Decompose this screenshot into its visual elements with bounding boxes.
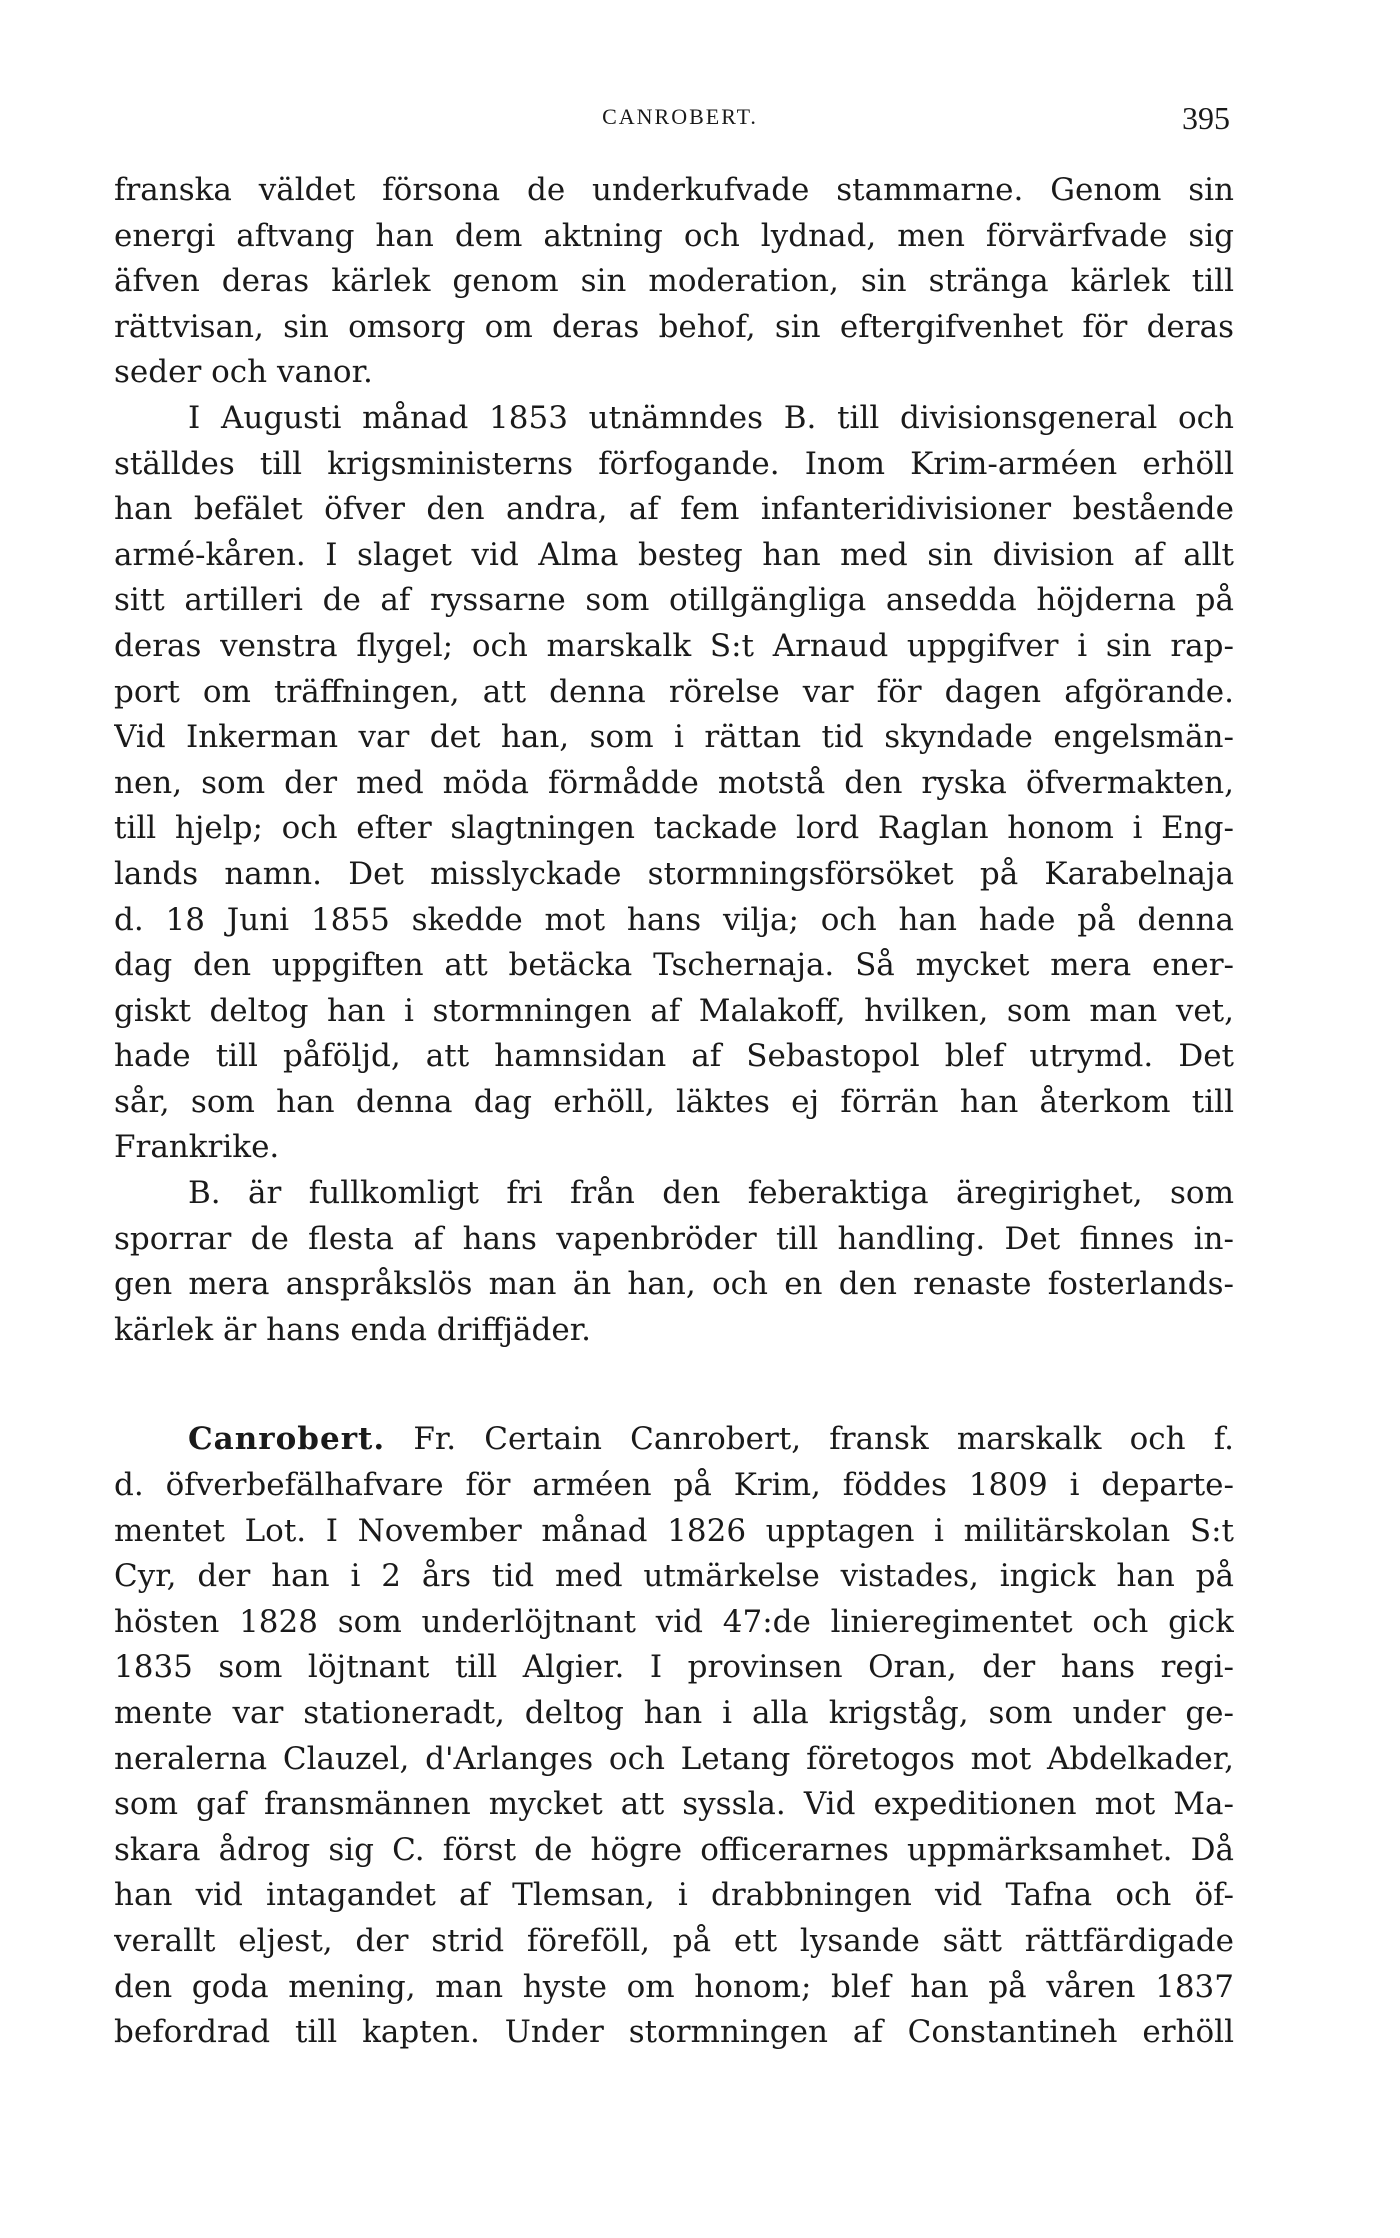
paragraph	[114, 396, 1234, 1171]
paragraph	[114, 1171, 1234, 1353]
text-line: energi aftvang han dem aktning och lydnad, men förvärfvade sig	[114, 217, 1234, 254]
body-text	[114, 168, 1234, 2056]
entry-first-line-text: Fr. Certain Canrobert, fransk marskalk och f.	[413, 1421, 1234, 1458]
text-line: till hjelp; och efter slagtningen tackade lord Raglan honom i Eng-	[114, 810, 1234, 847]
running-title: CANROBERT.	[602, 104, 758, 129]
text-line: ställdes till krigsministerns förfogande. Inom Krim-arméen erhöll	[114, 445, 1234, 482]
text-line: d. 18 Juni 1855 skedde mot hans vilja; och han hade på denna	[114, 901, 1234, 938]
text-line: nen, som der med möda förmådde motstå den ryska öfvermakten,	[114, 764, 1234, 801]
text-line: armé-kåren. I slaget vid Alma besteg han med sin division af allt	[114, 536, 1234, 573]
text-line: B. är fullkomligt fri från den feberaktiga äregirighet, som	[188, 1175, 1234, 1212]
text-line: d. öfverbefälhafvare för arméen på Krim, föddes 1809 i departe-	[114, 1467, 1234, 1504]
text-line: Vid Inkerman var det han, som i rättan tid skyndade engelsmän-	[114, 719, 1234, 756]
text-line: skara ådrog sig C. först de högre officerarnes uppmärksamhet. Då	[114, 1831, 1234, 1868]
text-line: sporrar de flesta af hans vapenbröder till handling. Det finnes in-	[114, 1220, 1234, 1257]
text-line: Frankrike.	[114, 1129, 280, 1166]
text-line: äfven deras kärlek genom sin moderation, sin stränga kärlek till	[114, 263, 1234, 300]
text-line: befordrad till kapten. Under stormningen af Constantineh erhöll	[114, 2014, 1234, 2051]
biography-entry	[114, 1417, 1234, 2055]
paragraph	[114, 168, 1234, 396]
text-line: han befälet öfver den andra, af fem infanteridivisioner bestående	[114, 491, 1234, 528]
text-line: sår, som han denna dag erhöll, läktes ej förrän han återkom till	[114, 1083, 1234, 1120]
text-line: port om träffningen, att denna rörelse var för dagen afgörande.	[114, 673, 1234, 710]
text-line: franska väldet försona de underkufvade stammarne. Genom sin	[114, 172, 1234, 208]
entry-first-line	[114, 1417, 1234, 1463]
section-gap	[114, 1353, 1234, 1417]
text-line: kärlek är hans enda driffjäder.	[114, 1311, 591, 1348]
running-header	[0, 100, 1400, 144]
text-line: mente var stationeradt, deltog han i alla krigståg, som under ge-	[114, 1695, 1234, 1731]
text-line: rättvisan, sin omsorg om deras behof, sin eftergifvenhet för deras	[114, 308, 1234, 345]
text-line: giskt deltog han i stormningen af Malakoff, hvilken, som man vet,	[114, 992, 1234, 1029]
text-line: deras venstra flygel; och marskalk S:t Arnaud uppgifver i sin rap-	[114, 627, 1234, 664]
text-line: I Augusti månad 1853 utnämndes B. till divisionsgeneral och	[188, 399, 1234, 436]
text-line: lands namn. Det misslyckade stormningsförsöket på Karabelnaja	[114, 855, 1234, 892]
text-line: den goda mening, man hyste om honom; blef han på våren 1837	[114, 1968, 1234, 2005]
text-line: dag den uppgiften att betäcka Tschernaja. Så mycket mera ener-	[114, 947, 1234, 984]
page-number: 395	[1182, 100, 1230, 136]
text-line: 1835 som löjtnant till Algier. I provinsen Oran, der hans regi-	[114, 1649, 1234, 1686]
text-line: hösten 1828 som underlöjtnant vid 47:de linieregimentet och gick	[114, 1603, 1234, 1640]
text-line: hade till påföljd, att hamnsidan af Sebastopol blef utrymd. Det	[114, 1038, 1234, 1075]
text-line: verallt eljest, der strid föreföll, på ett lysande sätt rättfärdigade	[114, 1922, 1234, 1959]
text-line: som gaf fransmännen mycket att syssla. Vid expeditionen mot Ma-	[114, 1786, 1234, 1823]
text-line: mentet Lot. I November månad 1826 upptagen i militärskolan S:t	[114, 1512, 1234, 1549]
text-line: gen mera anspråkslös man än han, och en den renaste fosterlands-	[114, 1266, 1234, 1303]
text-line: seder och vanor.	[114, 354, 373, 391]
text-line: neralerna Clauzel, d'Arlanges och Letang företogos mot Abdelkader,	[114, 1740, 1234, 1777]
text-line: Cyr, der han i 2 års tid med utmärkelse vistades, ingick han på	[114, 1558, 1234, 1595]
text-line: han vid intagandet af Tlemsan, i drabbningen vid Tafna och öf-	[114, 1877, 1234, 1914]
entry-headword: Canrobert.	[188, 1421, 386, 1458]
text-line: sitt artilleri de af ryssarne som otillgängliga ansedda höjderna på	[114, 582, 1234, 619]
